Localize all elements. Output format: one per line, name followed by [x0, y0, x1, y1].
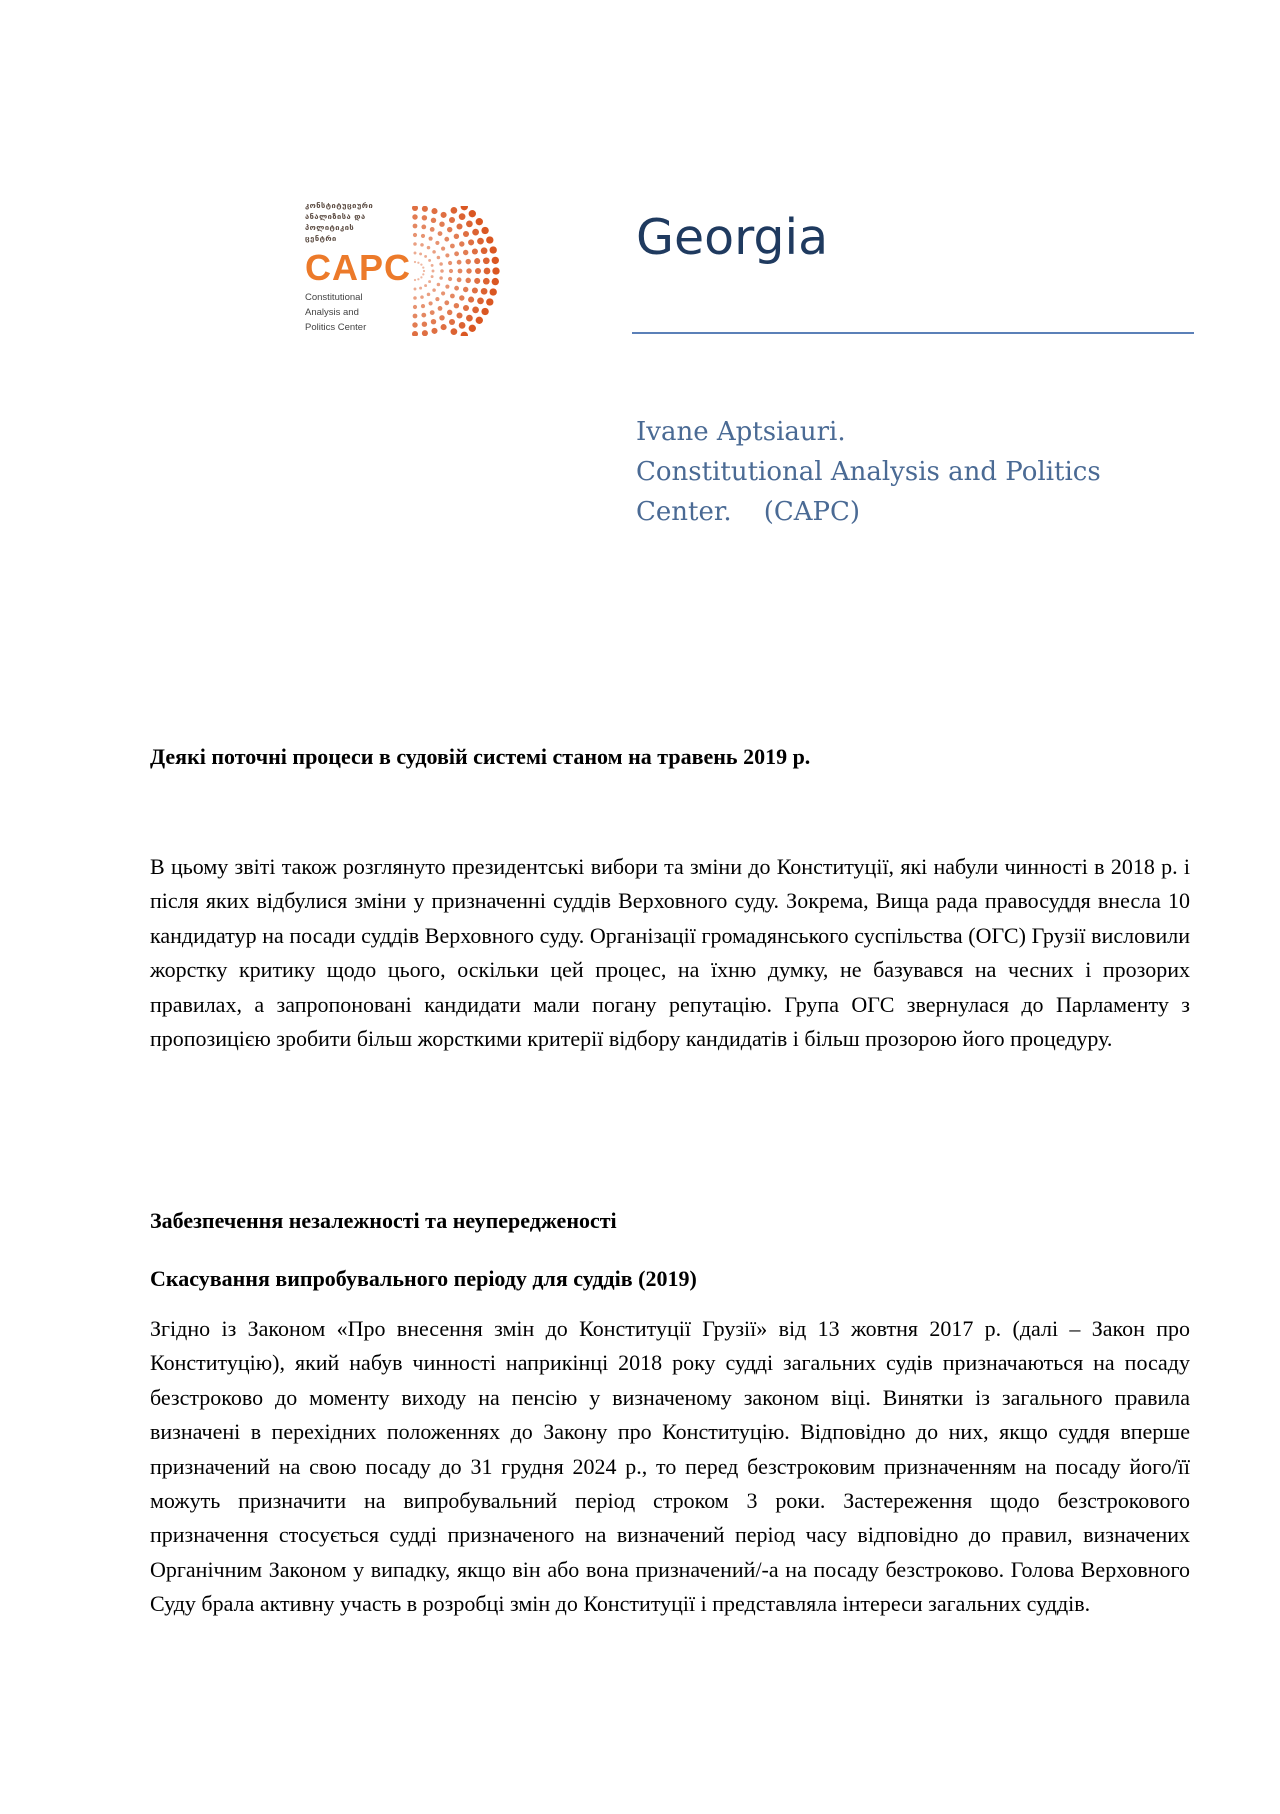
logo-dot: [459, 295, 464, 300]
logo-dot: [435, 241, 439, 245]
logo-dot: [420, 263, 422, 265]
logo-dot: [421, 234, 425, 238]
logo-dot: [481, 227, 488, 234]
logo-dot: [439, 276, 443, 280]
logo-dot: [413, 224, 418, 229]
logo-dot: [458, 269, 463, 274]
logo-dot: [438, 306, 443, 311]
logo-dot: [428, 259, 431, 262]
logo-dot: [483, 257, 490, 264]
logo-dot: [484, 268, 491, 275]
logo-dot: [459, 241, 464, 246]
logo-dot: [412, 206, 418, 211]
logo-dot: [427, 293, 431, 297]
logo-dot: [472, 287, 478, 293]
logo-dot: [469, 210, 476, 217]
logo-dot: [448, 277, 452, 281]
logo-georgian-text: კონსტიტუციური ანალიზისა და პოლიტიკის ცენტრი: [305, 201, 374, 243]
intro-paragraph: В цьому звіті також розглянуто президентські вибори та зміни до Конституції, які набули чинності в 2018 р. і після яких відбулися зміни у призначенні суддів Верховного суду. Зокрема, Вища рада правосуддя внесла 10 кандидатур на посади суддів Верховного суду. Організації громадянського суспільства (ОГС) Грузії висловили жорстку критику щодо цього, оскільки цей процес, на їхню думку, не базувався на чесних і прозорих правилах, а запропоновані кандидати мали погану репутацію. Група ОГС звернулася до Парламенту з пропозицією зробити більш жорсткими критерії відбору кандидатів і більш прозорою його процедуру.: [150, 854, 1190, 1052]
logo-dot: [465, 278, 470, 283]
logo-dot: [412, 214, 417, 219]
logo-dot: [439, 315, 444, 320]
logo-dot: [414, 252, 417, 255]
logo-dots-graphic: [405, 206, 505, 336]
logo-dot: [463, 231, 469, 237]
logo-dot: [463, 250, 468, 255]
logo-dot: [413, 314, 418, 319]
logo-dot: [468, 297, 474, 303]
logo-dot: [432, 288, 436, 292]
logo-dot: [444, 300, 449, 305]
logo-dot: [457, 260, 462, 265]
country-title: Georgia: [636, 209, 829, 266]
logo-dot: [456, 223, 462, 229]
author-organization-line2: Center. (CAPC): [636, 497, 861, 527]
logo-dot: [430, 227, 435, 232]
logo-dot: [445, 285, 449, 289]
logo-dot: [441, 247, 445, 251]
logo-dot: [476, 317, 483, 324]
logo-dot: [427, 246, 431, 250]
logo-dot: [439, 262, 443, 266]
logo-dot: [468, 239, 474, 245]
logo-dot: [424, 255, 427, 258]
logo-dot: [474, 258, 480, 264]
logo-dot: [449, 269, 453, 273]
logo-dot: [490, 288, 497, 295]
logo-dot: [477, 298, 484, 305]
logo-dot: [431, 319, 436, 324]
logo-dot: [429, 301, 433, 305]
logo-dot: [466, 221, 473, 228]
logo-dot: [465, 259, 470, 264]
logo-dot: [483, 278, 490, 285]
logo-dot: [492, 278, 499, 285]
logo-dot: [463, 287, 468, 292]
document-title: Деякі поточні процеси в судовій системі станом на травень 2019 р.: [150, 744, 811, 769]
logo-dot: [421, 313, 426, 318]
logo-dot: [461, 206, 468, 210]
logo-dot: [422, 273, 424, 275]
section-heading: Забезпечення незалежності та неупередженості: [150, 1208, 617, 1233]
logo-dot: [424, 284, 427, 287]
logo-dot: [431, 208, 437, 214]
logo-dot: [441, 212, 447, 218]
logo-dot: [413, 305, 417, 309]
logo-dot: [420, 243, 424, 247]
logo-dot: [413, 233, 417, 237]
logo-dot: [431, 328, 437, 334]
logo-dot: [422, 215, 427, 220]
logo-dot: [451, 207, 458, 214]
logo-dot: [422, 206, 428, 212]
author-block: [636, 412, 1101, 532]
author-name: Ivane Aptsiauri.: [636, 417, 846, 447]
logo-dot: [417, 278, 419, 280]
logo-dot: [431, 275, 434, 278]
logo-dot: [420, 295, 424, 299]
logo-dot: [492, 267, 499, 274]
logo-dot: [413, 242, 417, 246]
logo-dot: [428, 280, 431, 283]
logo-dot: [437, 283, 441, 287]
logo-dot: [412, 331, 418, 336]
logo-dot: [469, 325, 476, 332]
author-acronym: (CAPC): [763, 497, 861, 527]
logo-dot: [449, 319, 455, 325]
logo-dot: [447, 310, 452, 315]
logo-acronym: CAPC: [305, 247, 412, 288]
logo-dot: [486, 298, 493, 305]
header-divider: [632, 332, 1194, 334]
logo-dot: [421, 304, 425, 308]
logo-dot: [461, 332, 468, 336]
logo-dot: [414, 288, 417, 291]
logo-dot: [466, 268, 471, 273]
logo-dot: [422, 266, 424, 268]
logo-dot: [423, 270, 425, 272]
logo-dot: [441, 324, 447, 330]
logo-dot: [421, 225, 426, 230]
logo-dot: [414, 261, 416, 263]
logo-dot: [420, 276, 422, 278]
logo-dot: [454, 234, 459, 239]
logo-dot: [481, 288, 488, 295]
logo-dot: [432, 270, 435, 273]
logo-dot: [431, 264, 434, 267]
logo-dot: [472, 229, 479, 236]
logo-dot: [422, 321, 427, 326]
body-paragraph: Згідно із Законом «Про внесення змін до Конституції Грузії» від 13 жовтня 2017 р. (далі – Закон про Конституцію), який набув чинності наприкінці 2018 року судді загальних судів призначаються на посаду безстроково до моменту виходу на пенсію у визначеному законом віці. Винятки із загального правила визначені в перехідних положеннях до Закону про Конституцію. Відповідно до них, якщо суддя вперше призначений на свою посаду до 31 грудня 2024 р., то перед безстроковим призначенням на посаду його/її можуть призначити на випробувальний період строком 3 роки. Застереження щодо безстрокового призначення стосується судді призначеного на визначений період часу відповідно до правил, визначених Органічним Законом у випадку, якщо він або вона призначений/-а на посаду безстроково. Голова Верховного Суду брала активну участь в розробці змін до Конституції і представляла інтереси загальних суддів.: [150, 1316, 1190, 1617]
logo-dot: [486, 236, 493, 243]
logo-dot: [422, 330, 428, 336]
logo-dot: [456, 312, 462, 318]
logo-dot: [413, 296, 417, 300]
logo-dot: [457, 277, 462, 282]
logo-dot: [431, 218, 436, 223]
logo-dot: [437, 256, 441, 260]
logo-dot: [481, 308, 488, 315]
logo-dot: [451, 328, 458, 335]
logo-dot: [432, 250, 436, 254]
logo-dot: [449, 217, 455, 223]
logo-dot: [441, 291, 445, 295]
author-organization: Constitutional Analysis and Politics: [636, 457, 1101, 487]
logo-dot: [439, 221, 444, 226]
logo-dot: [430, 310, 435, 315]
logo-dot: [419, 287, 422, 290]
logo-full-name: Constitutional Analysis and Politics Center: [305, 292, 367, 333]
logo-dot: [444, 237, 449, 242]
logo-dot: [475, 268, 481, 274]
logo-dot: [463, 305, 469, 311]
logo-dot: [438, 231, 443, 236]
logo-dot: [419, 252, 422, 255]
logo-dot: [472, 248, 478, 254]
logo-dot: [448, 261, 452, 265]
logo-dot: [490, 246, 497, 253]
logo-dot: [412, 322, 417, 327]
logo-dot: [445, 253, 449, 257]
logo-dot: [466, 315, 473, 322]
logo-dot: [481, 247, 488, 254]
logo-dot: [429, 237, 433, 241]
logo-dot: [454, 286, 459, 291]
subsection-heading: Скасування випробувального періоду для суддів (2019): [150, 1266, 697, 1291]
logo-dot: [447, 227, 452, 232]
logo-dot: [450, 294, 455, 299]
logo-dot: [492, 257, 499, 264]
logo-dot: [472, 307, 479, 314]
logo-dot: [414, 279, 416, 281]
logo-dot: [459, 213, 466, 220]
logo-dot: [454, 251, 459, 256]
logo-dot: [474, 278, 480, 284]
logo-dot: [459, 322, 466, 329]
logo-dot: [477, 238, 484, 245]
logo-dot: [476, 218, 483, 225]
logo-dot: [435, 297, 439, 301]
logo-dot: [440, 269, 444, 273]
logo-dot: [417, 262, 419, 264]
capc-logo: [295, 200, 515, 340]
logo-dot: [454, 303, 459, 308]
logo-dot: [450, 244, 455, 249]
